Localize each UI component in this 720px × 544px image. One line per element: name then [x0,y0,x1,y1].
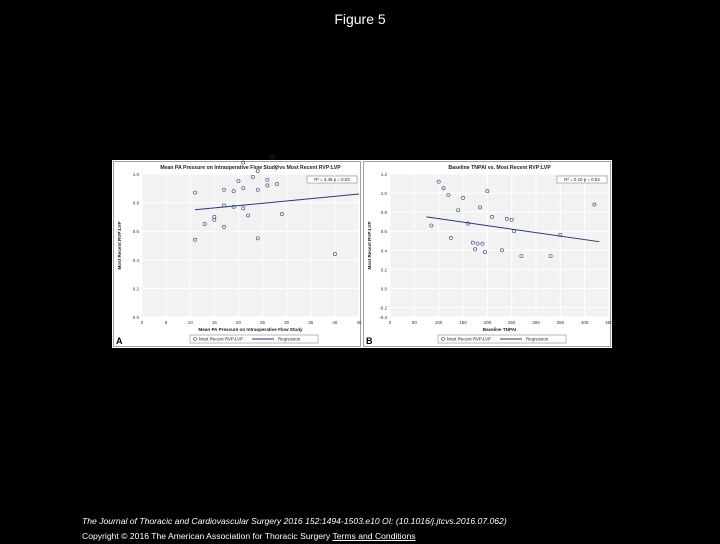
plot-area [142,174,359,317]
legend-entry-points: Most Recent RVP:LVP [447,336,492,342]
x-tick-label: 15 [211,320,217,325]
y-tick-label: -0.3 [379,315,387,320]
chart-panel-a [114,155,362,346]
figure-panel [112,160,612,348]
y-tick-label: 0.6 [380,229,387,235]
y-axis-label: Most Recent RVP:LVP [367,221,372,270]
y-axis-label: Most Recent RVP:LVP [117,221,122,270]
y-tick-label: 1.0 [132,172,139,177]
terms-link[interactable]: Terms and Conditions [332,531,416,541]
stats-annotation: R² = 0.10 p = 0.03 [564,177,600,183]
y-tick-label: -0.2 [379,305,387,311]
legend-entry-regression: Regression [278,336,301,342]
journal-citation: The Journal of Thoracic and Cardiovascular Surgery 2016 152:1494-1503.e10 OI: (10.1016/j.jtcvs.2016.07.062) [82,516,507,526]
figure-svg [112,160,612,348]
chart-title: Mean PA Pressure on Intraoperative Flow Study vs Most Recent RVP:LVP [160,165,341,171]
x-tick-label: 35 [308,320,314,325]
x-tick-label: 200 [483,320,492,325]
legend-entry-regression: Regression [526,336,549,342]
chart-title: Baseline TNPAI vs. Most Recent RVP:LVP [448,165,551,171]
x-tick-label: 450 [605,320,613,325]
x-tick-label: 350 [556,320,565,325]
x-axis-label: Baseline TNPAI [482,327,517,332]
x-tick-label: 5 [164,320,168,325]
footer [82,514,507,544]
x-tick-label: 40 [332,320,338,325]
legend-entry-points: Most Recent RVP:LVP [199,336,244,342]
copyright-notice: Copyright © 2016 The American Association for Thoracic Surgery [82,531,331,541]
x-tick-label: 150 [459,320,467,325]
x-tick-label: 0 [140,320,144,325]
x-tick-label: 400 [580,320,589,325]
y-tick-label: 0.0 [380,286,387,292]
x-tick-label: 300 [532,320,540,325]
y-tick-label: 0.4 [132,257,139,263]
x-tick-label: 45 [356,320,362,325]
y-tick-label: 0.8 [380,210,387,216]
panel-letter: B [366,336,373,346]
x-tick-label: 0 [388,320,392,325]
x-tick-label: 10 [187,320,193,325]
x-tick-label: 20 [235,320,241,325]
x-tick-label: 100 [434,320,443,325]
y-tick-label: 0.8 [132,200,139,206]
y-tick-label: 0.6 [132,229,139,235]
x-tick-label: 30 [284,320,290,325]
stats-annotation: R² = 3.48 p = 0.03 [314,177,350,183]
plot-area [390,174,609,317]
y-tick-label: 1.2 [380,172,387,177]
y-tick-label: 0.0 [132,315,139,320]
y-tick-label: 1.0 [380,191,387,197]
y-tick-label: 0.2 [132,286,139,292]
data-point [271,155,274,158]
x-tick-label: 25 [260,320,266,325]
slide-title: Figure 5 [334,11,386,27]
y-tick-label: 0.4 [380,248,387,254]
x-tick-label: 250 [507,320,516,325]
x-tick-label: 50 [411,320,417,325]
y-tick-label: 0.2 [380,267,387,273]
chart-panel-b [364,162,614,347]
panel-letter: A [116,336,123,346]
x-axis-label: Mean PA Pressure on Intraoperative Flow Study [198,327,303,332]
